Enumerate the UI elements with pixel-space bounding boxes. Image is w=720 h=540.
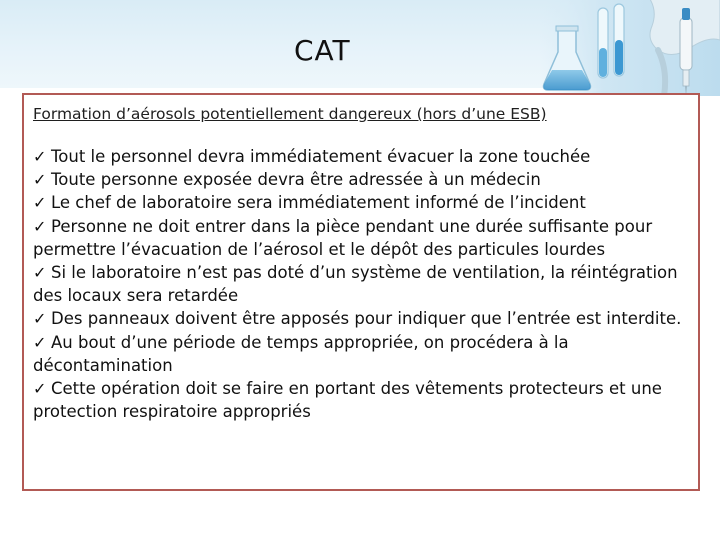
list-item [33, 191, 690, 214]
list-item-text: Le chef de laboratoire sera immédiatement informé de l’incident [51, 193, 586, 213]
list-item-text: Toute personne exposée devra être adressée à un médecin [51, 170, 541, 190]
check-icon: ✓ [33, 170, 47, 190]
list-item [33, 145, 690, 168]
check-icon: ✓ [33, 216, 47, 236]
content-box [22, 93, 700, 491]
list-item-text: Au bout d’une période de temps appropriée, on procédera à la décontamination [33, 332, 569, 375]
check-icon: ✓ [33, 193, 47, 213]
list-item-text: Tout le personnel devra immédiatement évacuer la zone touchée [51, 147, 591, 166]
list-item [33, 307, 690, 330]
bullet-list [33, 145, 690, 423]
check-icon: ✓ [33, 147, 47, 166]
check-icon: ✓ [33, 263, 47, 283]
content-heading: Formation d’aérosols potentiellement dangereux (hors d’une ESB) [33, 105, 547, 123]
list-item [33, 261, 690, 307]
laboratory-image [540, 0, 720, 96]
list-item [33, 215, 690, 261]
list-item-text: Des panneaux doivent être apposés pour indiquer que l’entrée est interdite. [51, 309, 682, 329]
list-item [33, 377, 690, 423]
list-item [33, 331, 690, 377]
slide-title: CAT [294, 34, 351, 67]
check-icon: ✓ [33, 309, 47, 329]
list-item-text: Cette opération doit se faire en portant des vêtements protecteurs et une protection respiratoire appropriés [33, 379, 662, 422]
check-icon: ✓ [33, 379, 47, 399]
list-item-text: Personne ne doit entrer dans la pièce pendant une durée suffisante pour permettre l’évacuation de l’aérosol et le dépôt des particules lourdes [33, 216, 653, 259]
list-item-text: Si le laboratoire n’est pas doté d’un système de ventilation, la réintégration des locaux sera retardée [33, 263, 678, 306]
list-item [33, 168, 690, 191]
check-icon: ✓ [33, 332, 47, 352]
